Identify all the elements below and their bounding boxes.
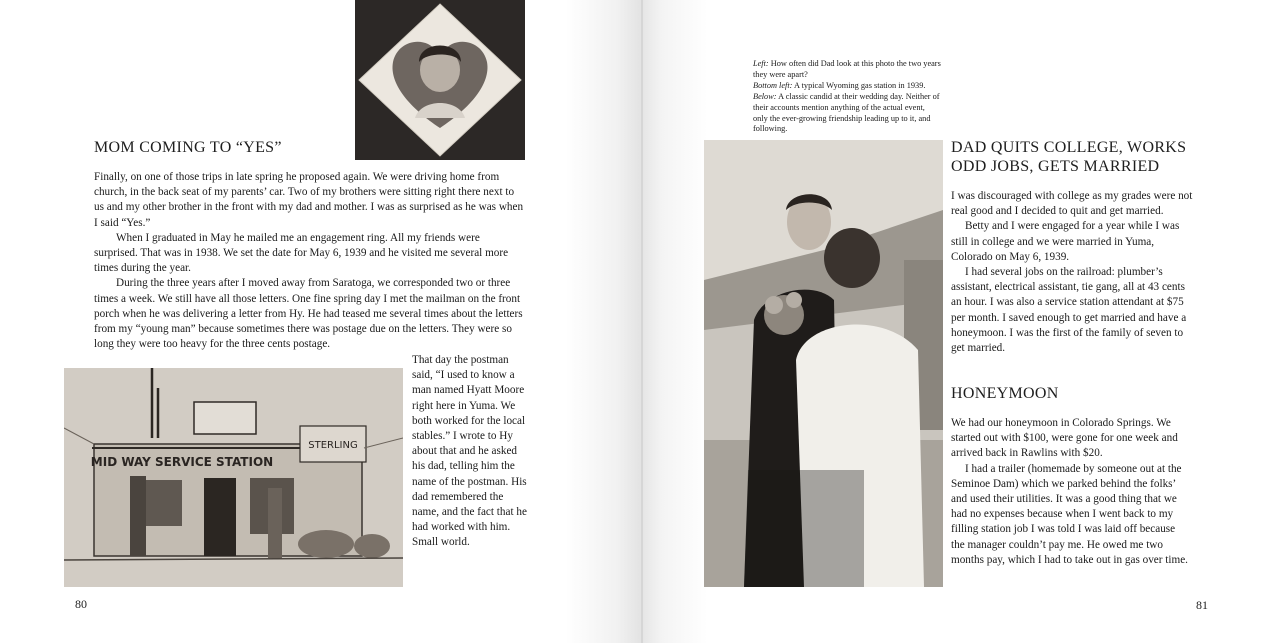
gas-station-sketch-image bbox=[64, 368, 403, 587]
caption-label: Bottom left: bbox=[753, 80, 793, 90]
photo-caption bbox=[753, 59, 941, 135]
paragraph: Finally, on one of those trips in late spring he proposed again. We were driving home from church, in the back seat of my parents’ car. Two of my brothers were sitting right there next to us and my other brother in the front with my dad and mother. I was as surprised as he was when I said “Yes.” bbox=[94, 171, 524, 229]
section-heading-mom-coming-to-yes: MOM COMING TO “YES” bbox=[94, 139, 282, 156]
section1-text bbox=[951, 189, 1193, 356]
paragraph: I had a trailer (homemade by someone out at the Seminoe Dam) which we parked behind the folks’ and used their utilities. It was a good thing that we had no expenses because when I went back to my filling station job I was told I was laid off because the manager couldn’t pay me. He owed me two months pay, which I had to take out in gas over time. bbox=[951, 462, 1188, 566]
side-column-text bbox=[412, 353, 528, 551]
sketch-sign-text: STERLING bbox=[308, 440, 358, 451]
page-number: 80 bbox=[75, 597, 87, 611]
paragraph: Betty and I were engaged for a year while I was still in college and we were married in Yuma, Colorado on May 6, 1939. bbox=[951, 220, 1180, 263]
right-page bbox=[643, 0, 1287, 643]
paragraph: That day the postman said, “I used to know a man named Hyatt Moore right here in Yuma. We both worked for the local stables.” I wrote to Hy about that and he asked his dad, telling him the name of the postman. His dad remembered the name, and the fact that he had worked with him. Small world. bbox=[412, 354, 527, 549]
caption-text: A typical Wyoming gas station in 1939. bbox=[792, 80, 926, 90]
wedding-photo bbox=[704, 140, 943, 587]
caption-text: How often did Dad look at this photo the two years they were apart? bbox=[753, 59, 941, 79]
paragraph: When I graduated in May he mailed me an engagement ring. All my friends were surprised. That was in 1938. We set the date for May 6, 1939 and he visited me several more times during the year. bbox=[94, 231, 509, 275]
caption-label: Left: bbox=[753, 59, 769, 68]
sketch-sign-text: MID WAY SERVICE STATION bbox=[90, 455, 274, 469]
page-number: 81 bbox=[1196, 598, 1208, 612]
caption-text: A classic candid at their wedding day. Neither of their accounts mention anything of the actual event, only the ever-growing friendship leading up to it, and following. bbox=[753, 91, 940, 134]
caption-label: Below: bbox=[753, 91, 777, 101]
paragraph: We had our honeymoon in Colorado Springs. We started out with $100, were gone for one week and arrived back in Rawlins with $20. bbox=[951, 417, 1178, 460]
left-page bbox=[0, 0, 643, 643]
section-heading-dad-quits-college: DAD QUITS COLLEGE, WORKS ODD JOBS, GETS MARRIED bbox=[951, 139, 1187, 175]
section2-text bbox=[951, 416, 1191, 568]
paragraph: During the three years after I moved away from Saratoga, we corresponded two or three times a week. We still have all those letters. One fine spring day I met the mailman on the front porch when he was delivering a letter from Hy. He had teased me several times about the letters from my “young man” because sometimes there was postage due on the letters. They were so long they were too heavy for the three cents postage. bbox=[94, 277, 523, 351]
paragraph: I was discouraged with college as my grades were not real good and I decided to quit and get married. bbox=[951, 190, 1193, 218]
heart-portrait-photo bbox=[355, 0, 525, 160]
paragraph: I had several jobs on the railroad: plumber’s assistant, electrical assistant, tie gang, all at 43 cents an hour. I was also a service station attendant at $75 per month. I saved enough to get married and have a honeymoon. I was the first of the family of seven to get married. bbox=[951, 266, 1187, 355]
left-body-text bbox=[94, 170, 526, 352]
section-heading-honeymoon: HONEYMOON bbox=[951, 385, 1059, 402]
